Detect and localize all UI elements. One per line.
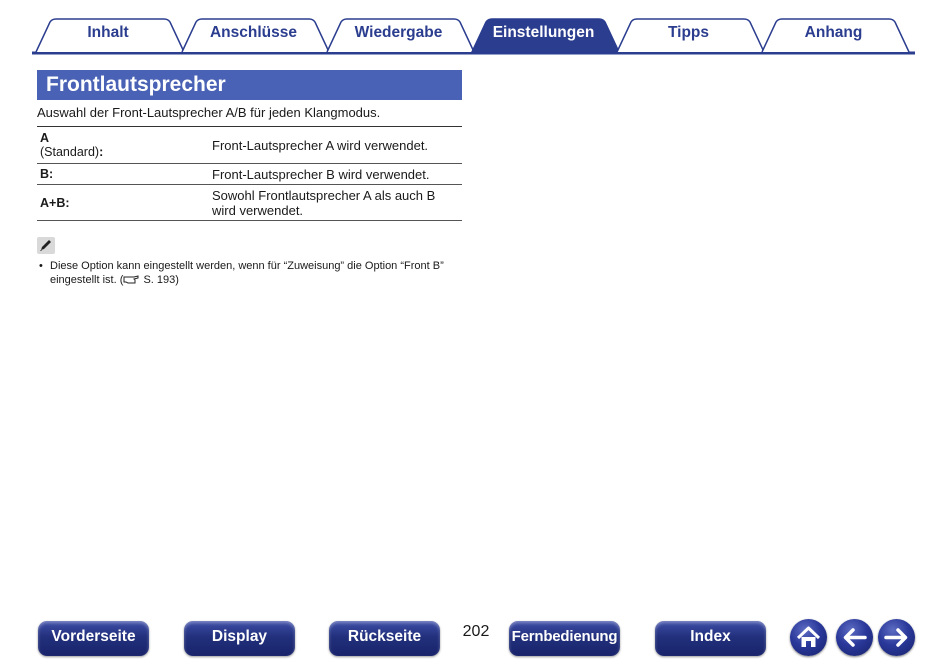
note-ref-open: ( xyxy=(119,274,124,286)
tab-bar xyxy=(0,0,950,56)
option-key: B: xyxy=(40,167,54,181)
option-key: A+B: xyxy=(40,195,70,210)
arrow-left-icon xyxy=(836,619,873,656)
back-button[interactable] xyxy=(836,619,873,656)
option-key xyxy=(37,127,209,164)
section-intro: Auswahl der Front-Lautsprecher A/B für jeden Klangmodus. xyxy=(37,105,381,120)
tab-tipps[interactable]: Tipps xyxy=(667,24,710,41)
table-row xyxy=(37,164,462,185)
fernbedienung-button[interactable]: Fernbedienung xyxy=(509,621,620,656)
tab-inhalt[interactable]: Inhalt xyxy=(87,24,129,41)
options-table xyxy=(37,126,462,221)
note xyxy=(39,259,469,287)
tab-anhang[interactable]: Anhang xyxy=(804,24,863,41)
tab-anschluesse[interactable]: Anschlüsse xyxy=(209,24,297,41)
tab-wiedergabe[interactable]: Wiedergabe xyxy=(354,24,443,41)
option-value: Sowohl Frontlautsprecher A als auch B wird verwendet. xyxy=(212,187,436,218)
vorderseite-button[interactable]: Vorderseite xyxy=(38,621,149,656)
forward-button[interactable] xyxy=(878,619,915,656)
option-value: Front-Lautsprecher B wird verwendet. xyxy=(212,166,430,182)
home-button[interactable] xyxy=(790,619,827,656)
option-key-sub: (Standard) xyxy=(40,145,100,159)
option-value: Front-Lautsprecher A wird verwendet. xyxy=(212,137,429,153)
table-row xyxy=(37,185,462,221)
rueckseite-button[interactable]: Rückseite xyxy=(329,621,440,656)
note-bullet: • xyxy=(39,260,43,272)
note-pencil-icon xyxy=(37,237,55,254)
arrow-right-icon xyxy=(878,619,915,656)
display-button[interactable]: Display xyxy=(184,621,295,656)
note-text: Diese Option kann eingestellt werden, wenn für “Zuweisung” die Option “Front B” eingestellt ist. xyxy=(50,260,444,286)
home-icon xyxy=(790,619,827,656)
section-title: Frontlautsprecher xyxy=(37,70,462,100)
option-key-colon: : xyxy=(99,145,104,159)
page-number: 202 xyxy=(462,623,490,640)
index-button[interactable]: Index xyxy=(655,621,766,656)
tab-einstellungen[interactable]: Einstellungen xyxy=(492,24,595,41)
option-key-label: A xyxy=(40,131,50,145)
hand-pointer-icon xyxy=(123,274,140,284)
table-row xyxy=(37,127,462,164)
note-ref-page[interactable]: S. 193) xyxy=(143,274,179,286)
